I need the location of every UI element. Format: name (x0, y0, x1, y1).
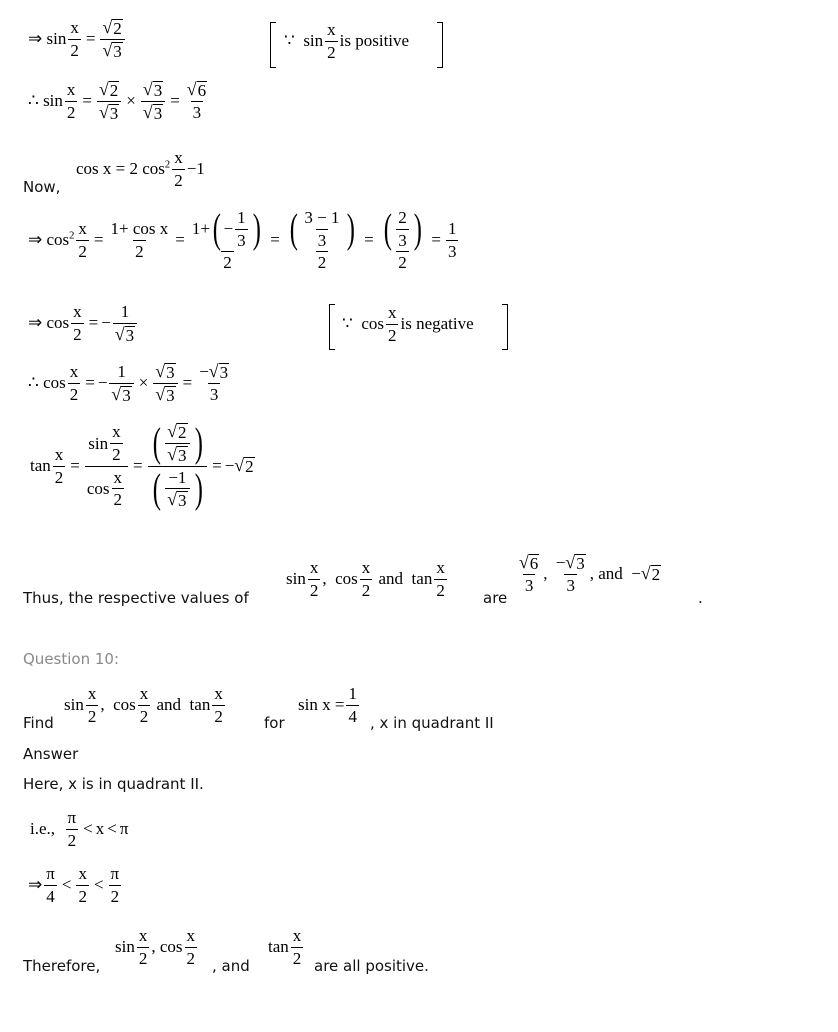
therefore-and: , and (212, 957, 250, 975)
equation-cos-squared: ⇒ $\cos^2$ $\frac{x}{2}$ = $\frac{\text{1+ cos x}}{2}$ = 1+ ( − $\frac{1}{3}$ ) 2 = ( $\frac{3 - 1}{3}$ ) 2 = ( $\frac{2}{3}$ ) 2 = $\frac{1}{3}$ (28, 205, 457, 273)
right-bracket (437, 22, 443, 68)
thus-period: . (698, 589, 703, 607)
therefore-tan: tan $\frac{x}{2}$ (268, 926, 302, 968)
reason-text: is positive (339, 31, 410, 51)
thus-text: Thus, the respective values of (23, 589, 249, 607)
reason-sin-positive: ∵ sin $\frac{x}{2}$ is positive (284, 20, 410, 62)
left-bracket (329, 304, 335, 350)
therefore-suffix: are all positive. (314, 957, 429, 975)
find-functions: sin $\frac{x}{2}$ , cos $\frac{x}{2}$ and tan $\frac{x}{2}$ (64, 684, 223, 726)
reason-cos-negative: ∵ cos $\frac{x}{2}$ is negative (342, 303, 474, 345)
thus-are: are (483, 589, 508, 607)
find-label: Find (23, 714, 54, 732)
equation-range-half: ⇒ $\frac{\pi}{4}$ < $\frac{x}{2}$ < $\frac{\pi}{2}$ (28, 864, 120, 906)
equation-cos-rationalized: ∴ cos $\frac{x}{2}$ = − 1 √ 3 × √ 3 √ 3 = − √ 3 3 (28, 361, 229, 405)
answer-label: Answer (23, 745, 79, 763)
left-bracket (270, 22, 276, 68)
given-sin: sin x = $\frac{1}{4}$ (298, 684, 357, 726)
right-bracket (502, 304, 508, 350)
quadrant-text: , x in quadrant II (370, 714, 494, 732)
equation-tan-half: tan $\frac{x}{2}$ = sin $\frac{x}{2}$ cos $\frac{x}{2}$ = ( √ 2 √ 3 ) ( −1 √ 3 ) = − √ 2 (30, 419, 254, 511)
ie-label: i.e., (30, 819, 56, 839)
therefore-functions: sin $\frac{x}{2}$ , cos $\frac{x}{2}$ (115, 926, 196, 968)
equation-cos-double: cos x = 2 $\cos^2$ $\frac{x}{2}$ −1 (76, 148, 205, 190)
here-text: Here, x is in quadrant II. (23, 775, 204, 793)
therefore-label: Therefore, (23, 957, 101, 975)
equation-cos-half: ⇒ cos $\frac{x}{2}$ = − 1 √ 3 (28, 302, 139, 344)
question-title: Question 10: (23, 650, 119, 668)
reason-text: is negative (400, 314, 474, 334)
equation-range-x: i.e., $\frac{\pi}{2}$ < x < π (30, 808, 129, 850)
for-label: for (264, 714, 285, 732)
equation-sin-rationalized: ∴ sin $\frac{x}{2}$ = √ 2 √ 3 × √ 3 √ 3 = √ 6 3 (28, 79, 207, 123)
thus-values: √ 6 3 , − √ 3 3 , and − √ 2 (519, 552, 661, 595)
thus-functions: sin $\frac{x}{2}$ , cos $\frac{x}{2}$ and tan $\frac{x}{2}$ (286, 558, 445, 600)
now-label: Now, (23, 178, 61, 196)
equation-sin-half: ⇒ sin $\frac{x}{2}$ = √ 2 √ 3 (28, 18, 127, 61)
